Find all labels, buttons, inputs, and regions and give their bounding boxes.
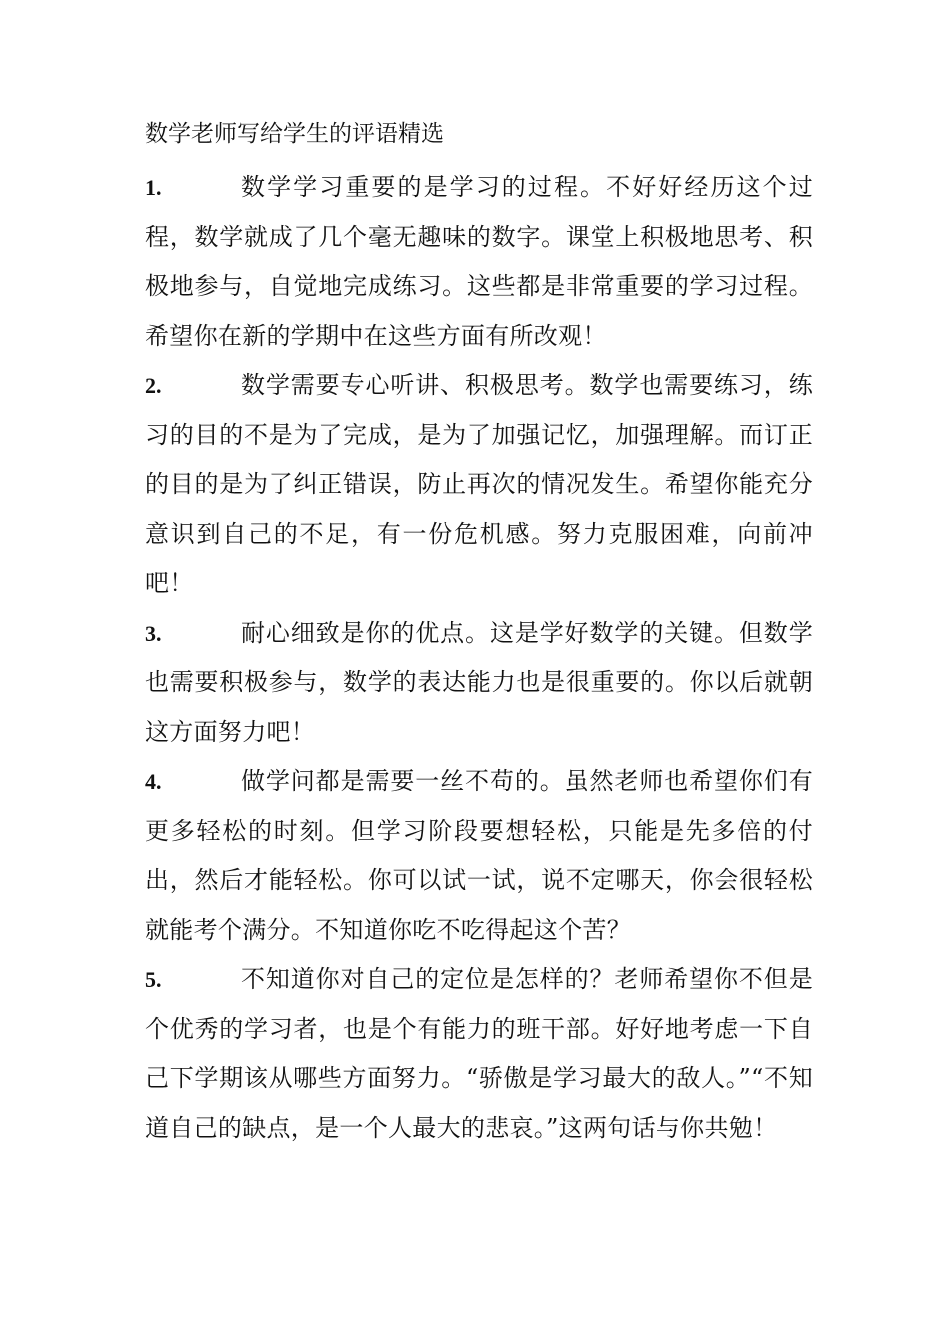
comment-item-5 — [145, 955, 813, 1153]
item-number: 2. — [145, 373, 162, 398]
item-number: 3. — [145, 620, 162, 646]
item-text: 数学需要专心听讲、积极思考。数学也需要练习，练习的目的不是为了完成，是为了加强记忆，加强理解。而订正的目的是为了纠正错误，防止再次的情况发生。希望你能充分意识到自己的不足，有一份危机感。努力克服困难，向前冲吧！ — [145, 371, 813, 597]
item-text: 不知道你对自己的定位是怎样的？老师希望你不但是个优秀的学习者，也是个有能力的班干部。好好地考虑一下自己下学期该从哪些方面努力。“骄傲是学习最大的敌人。”“不知道自己的缺点，是一个人最大的悲哀。”这两句话与你共勉！ — [145, 965, 813, 1142]
item-number: 1. — [145, 175, 162, 200]
item-number: 5. — [145, 967, 162, 992]
item-number: 4. — [145, 769, 162, 794]
comment-item-3 — [145, 609, 813, 758]
comment-item-1 — [145, 163, 813, 361]
item-text: 数学学习重要的是学习的过程。不好好经历这个过程，数学就成了几个毫无趣味的数字。课堂上积极地思考、积极地参与，自觉地完成练习。这些都是非常重要的学习过程。希望你在新的学期中在这些方面有所改观！ — [145, 173, 813, 350]
item-text: 耐心细致是你的优点。这是学好数学的关键。但数学也需要积极参与，数学的表达能力也是很重要的。你以后就朝这方面努力吧！ — [145, 618, 813, 746]
comment-list — [145, 163, 813, 1153]
document-title: 数学老师写给学生的评语精选 — [145, 121, 444, 147]
comment-item-4 — [145, 757, 813, 955]
item-text: 做学问都是需要一丝不苟的。虽然老师也希望你们有更多轻松的时刻。但学习阶段要想轻松，只能是先多倍的付出，然后才能轻松。你可以试一试，说不定哪天，你会很轻松就能考个满分。不知道你吃不吃得起这个苦？ — [145, 767, 813, 944]
comment-item-2 — [145, 361, 813, 609]
